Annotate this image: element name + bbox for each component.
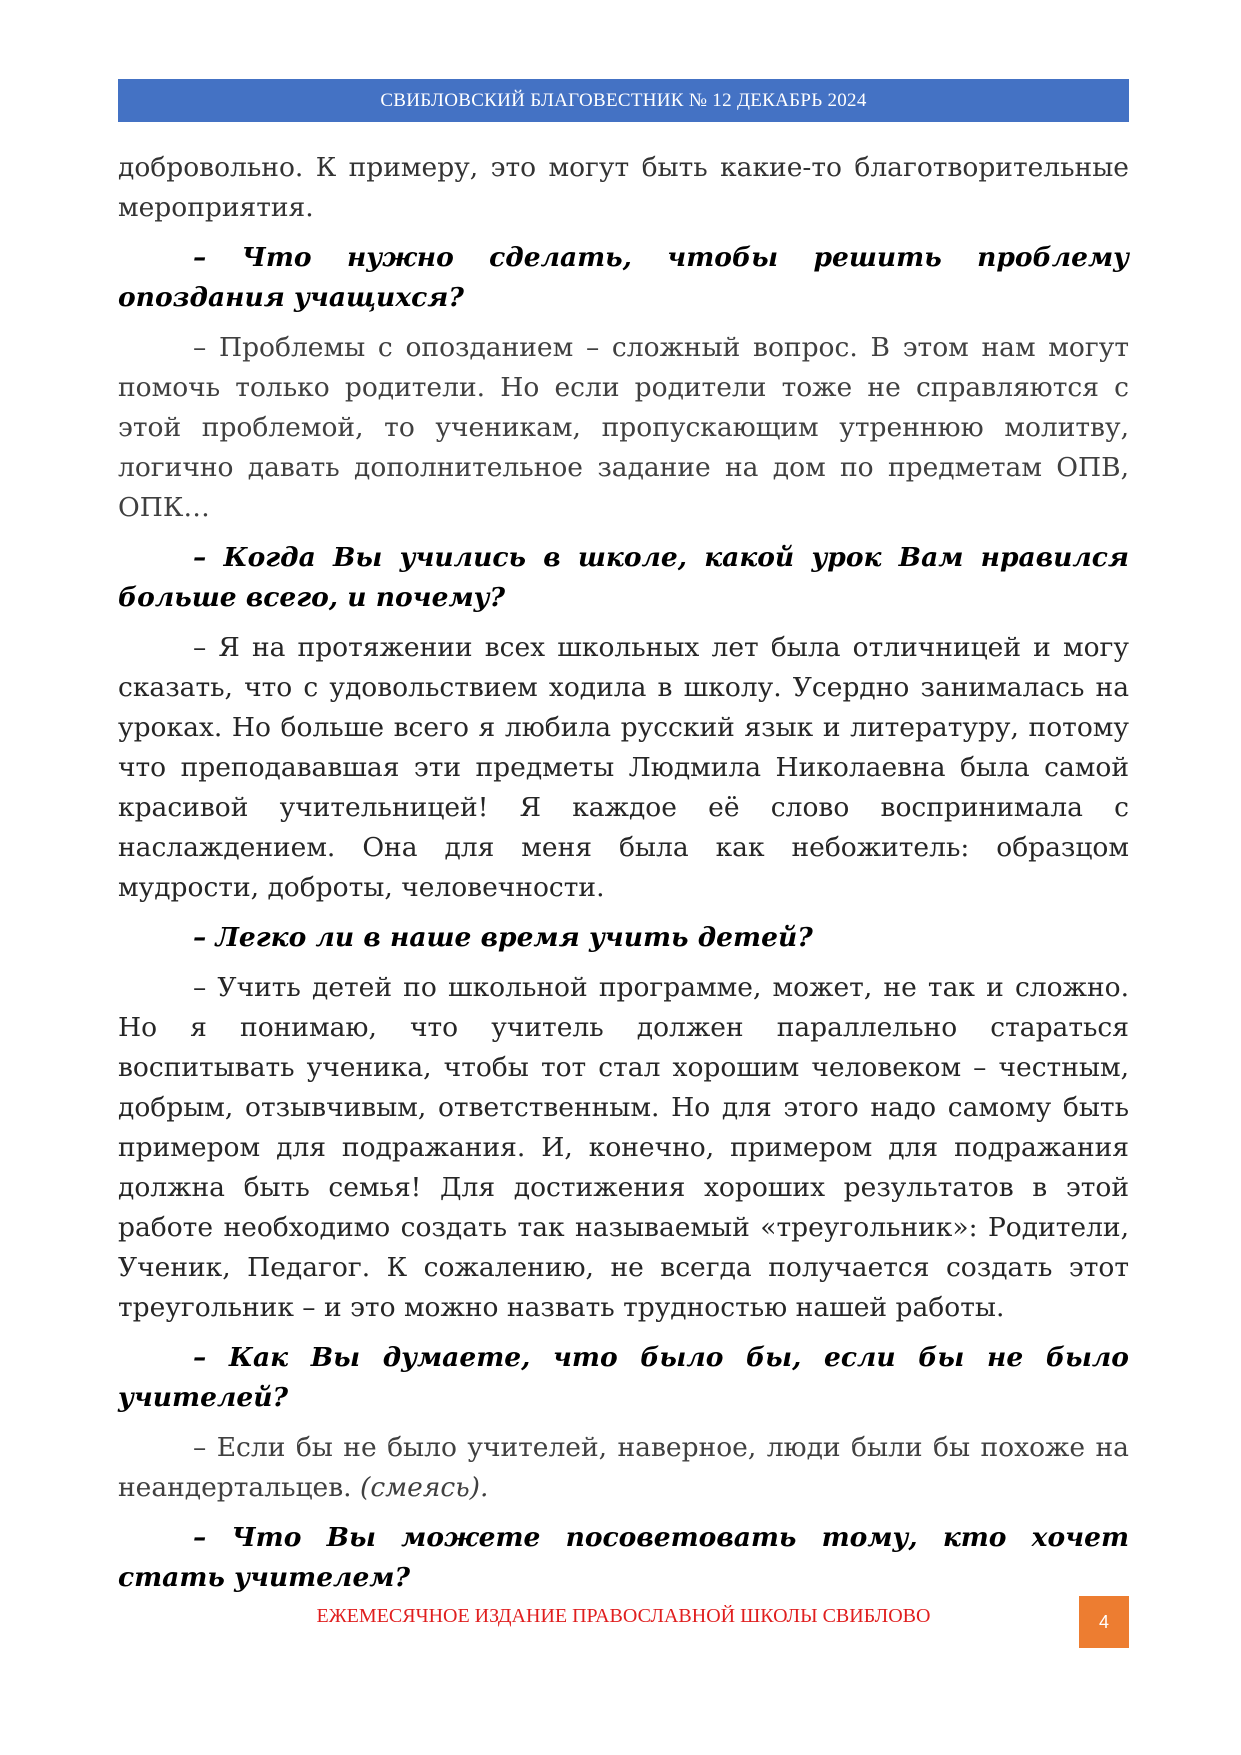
answer-text: – Если бы не было учителей, наверное, люди были бы похоже на неандертальцев. — [118, 1432, 1129, 1503]
article-body — [118, 148, 1129, 1608]
paragraph-continuation: добровольно. К примеру, это могут быть какие-то благотворительные мероприятия. — [118, 152, 1129, 223]
interview-answer: – Учить детей по школьной программе, может, не так и сложно. Но я понимаю, что учитель должен параллельно стараться воспитывать ученика, чтобы тот стал хорошим человеком – честным, добрым, отзывчивым, ответственным. Но для этого надо самому быть примером для подражания. И, конечно, примером для подражания должна быть семья! Для достижения хороших результатов в этой работе необходимо создать так называемый «треугольник»: Родители, Ученик, Педагог. К сожалению, не всегда получается создать этот треугольник – и это можно назвать трудностью нашей работы. — [118, 972, 1129, 1323]
newsletter-title: СВИБЛОВСКИЙ БЛАГОВЕСТНИК № 12 ДЕКАБРЬ 2024 — [380, 89, 867, 111]
footer-publication: ЕЖЕМЕСЯЧНОЕ ИЗДАНИЕ ПРАВОСЛАВНОЙ ШКОЛЫ СВИБЛОВО — [316, 1605, 931, 1627]
interview-question: – Когда Вы учились в школе, какой урок Вам нравился больше всего, и почему? — [118, 542, 1129, 613]
interview-answer: – Я на протяжении всех школьных лет была отличницей и могу сказать, что с удовольствием ходила в школу. Усердно занималась на уроках. Но больше всего я любила русский язык и литературу, потому что преподававшая эти предметы Людмила Николаевна была самой красивой учительницей! Я каждое её слово воспринимала с наслаждением. Она для меня была как небожитель: образцом мудрости, доброты, человечности. — [118, 632, 1129, 903]
interview-question: – Как Вы думаете, что было бы, если бы не было учителей? — [118, 1342, 1129, 1413]
interview-answer — [118, 1428, 1129, 1508]
page-number-label: 4 — [1098, 1611, 1109, 1632]
interview-question: – Легко ли в наше время учить детей? — [193, 922, 813, 953]
page-number — [1079, 1596, 1129, 1648]
interview-question: – Что Вы можете посоветовать тому, кто хочет стать учителем? — [118, 1522, 1129, 1593]
newsletter-header — [118, 79, 1129, 122]
interview-answer: – Проблемы с опозданием – сложный вопрос. В этом нам могут помочь только родители. Но если родители тоже не справляются с этой проблемой, то ученикам, пропускающим утреннюю молитву, логично давать дополнительное задание на дом по предметам ОПВ, ОПК… — [118, 332, 1129, 523]
interview-question: – Что нужно сделать, чтобы решить проблему опоздания учащихся? — [118, 242, 1129, 313]
answer-remark: (смеясь). — [360, 1472, 489, 1503]
